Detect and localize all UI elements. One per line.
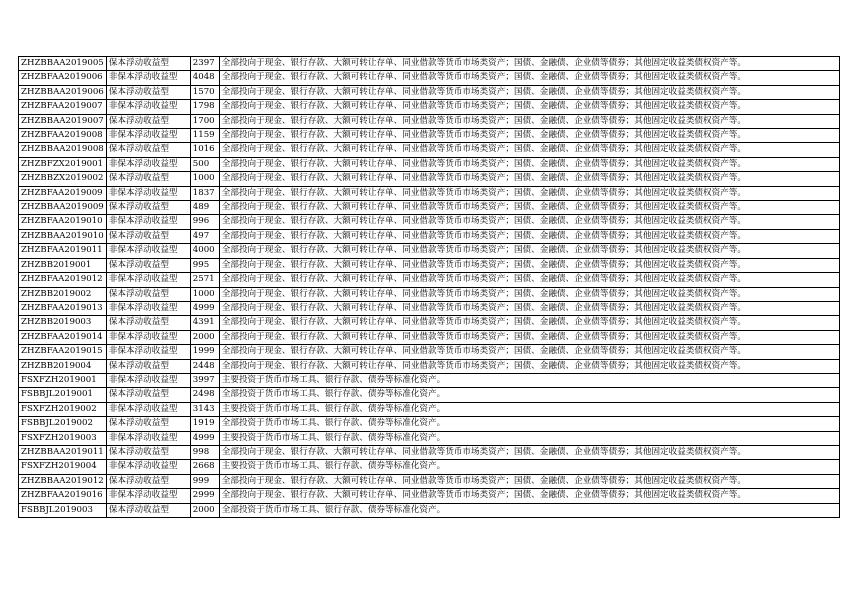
- investment-scope-cell: 全部投向于现金、银行存款、大额可转让存单、同业借款等货币市场类资产；国债、金融债、企业债等债券；其他固定收益类债权资产等。: [219, 273, 839, 287]
- product-code-cell: ZHZBBAA2019012: [19, 474, 107, 488]
- product-type-cell: 保本浮动收益型: [106, 445, 190, 459]
- product-type-cell: 非保本浮动收益型: [106, 489, 190, 503]
- amount-cell: 998: [190, 445, 219, 459]
- product-type-cell: 非保本浮动收益型: [106, 402, 190, 416]
- amount-cell: 2668: [190, 460, 219, 474]
- amount-cell: 4048: [190, 71, 219, 85]
- amount-cell: 1570: [190, 85, 219, 99]
- amount-cell: 3143: [190, 402, 219, 416]
- table-row: [19, 229, 840, 243]
- product-code-cell: ZHZBFAA2019012: [19, 273, 107, 287]
- product-type-cell: 非保本浮动收益型: [106, 273, 190, 287]
- table-row: [19, 85, 840, 99]
- product-code-cell: ZHZBB2019001: [19, 258, 107, 272]
- product-code-cell: FSXFZH2019004: [19, 460, 107, 474]
- investment-scope-cell: 全部投资于货币市场工具、银行存款、债券等标准化资产。: [219, 503, 839, 517]
- product-code-cell: ZHZBBZX2019002: [19, 172, 107, 186]
- product-type-cell: 非保本浮动收益型: [106, 129, 190, 143]
- investment-scope-cell: 全部投向于现金、银行存款、大额可转让存单、同业借款等货币市场类资产；国债、金融债、企业债等债券；其他固定收益类债权资产等。: [219, 330, 839, 344]
- product-type-cell: 非保本浮动收益型: [106, 330, 190, 344]
- table-row: [19, 100, 840, 114]
- table-row: [19, 186, 840, 200]
- product-type-cell: 保本浮动收益型: [106, 503, 190, 517]
- product-code-cell: ZHZBFAA2019006: [19, 71, 107, 85]
- amount-cell: 489: [190, 201, 219, 215]
- product-code-cell: FSBBJL2019002: [19, 417, 107, 431]
- product-type-cell: 非保本浮动收益型: [106, 431, 190, 445]
- investment-scope-cell: 全部投向于现金、银行存款、大额可转让存单、同业借款等货币市场类资产；国债、金融债、企业债等债券；其他固定收益类债权资产等。: [219, 316, 839, 330]
- product-type-cell: 非保本浮动收益型: [106, 186, 190, 200]
- table-row: [19, 157, 840, 171]
- table-row: [19, 345, 840, 359]
- investment-scope-cell: 全部投资于货币市场工具、银行存款、债券等标准化资产。: [219, 388, 839, 402]
- product-code-cell: ZHZBBAA2019009: [19, 201, 107, 215]
- product-type-cell: 保本浮动收益型: [106, 258, 190, 272]
- product-type-cell: 非保本浮动收益型: [106, 215, 190, 229]
- table-row: [19, 489, 840, 503]
- investment-scope-cell: 全部投向于现金、银行存款、大额可转让存单、同业借款等货币市场类资产；国债、金融债、企业债等债券；其他固定收益类债权资产等。: [219, 215, 839, 229]
- product-type-cell: 非保本浮动收益型: [106, 345, 190, 359]
- table-row: [19, 402, 840, 416]
- product-type-cell: 保本浮动收益型: [106, 114, 190, 128]
- product-table-body: [19, 57, 840, 518]
- product-code-cell: ZHZBBAA2019007: [19, 114, 107, 128]
- product-code-cell: FSBBJL2019001: [19, 388, 107, 402]
- table-row: [19, 258, 840, 272]
- investment-scope-cell: 全部投向于现金、银行存款、大额可转让存单、同业借款等货币市场类资产；国债、金融债、企业债等债券；其他固定收益类债权资产等。: [219, 201, 839, 215]
- amount-cell: 3997: [190, 373, 219, 387]
- product-type-cell: 保本浮动收益型: [106, 388, 190, 402]
- amount-cell: 999: [190, 474, 219, 488]
- investment-scope-cell: 全部投向于现金、银行存款、大额可转让存单、同业借款等货币市场类资产；国债、金融债、企业债等债券；其他固定收益类债权资产等。: [219, 143, 839, 157]
- product-table: [18, 56, 840, 518]
- table-row: [19, 388, 840, 402]
- amount-cell: 1837: [190, 186, 219, 200]
- investment-scope-cell: 全部投向于现金、银行存款、大额可转让存单、同业借款等货币市场类资产；国债、金融债、企业债等债券；其他固定收益类债权资产等。: [219, 129, 839, 143]
- table-row: [19, 201, 840, 215]
- amount-cell: 1000: [190, 172, 219, 186]
- table-row: [19, 373, 840, 387]
- investment-scope-cell: 全部投向于现金、银行存款、大额可转让存单、同业借款等货币市场类资产；国债、金融债、企业债等债券；其他固定收益类债权资产等。: [219, 114, 839, 128]
- amount-cell: 2999: [190, 489, 219, 503]
- product-code-cell: ZHZBB2019004: [19, 359, 107, 373]
- table-row: [19, 143, 840, 157]
- investment-scope-cell: 全部投向于现金、银行存款、大额可转让存单、同业借款等货币市场类资产；国债、金融债、企业债等债券；其他固定收益类债权资产等。: [219, 157, 839, 171]
- table-row: [19, 57, 840, 71]
- investment-scope-cell: 全部投向于现金、银行存款、大额可转让存单、同业借款等货币市场类资产；国债、金融债、企业债等债券；其他固定收益类债权资产等。: [219, 301, 839, 315]
- investment-scope-cell: 全部投向于现金、银行存款、大额可转让存单、同业借款等货币市场类资产；国债、金融债、企业债等债券；其他固定收益类债权资产等。: [219, 244, 839, 258]
- amount-cell: 2571: [190, 273, 219, 287]
- amount-cell: 2000: [190, 503, 219, 517]
- amount-cell: 1798: [190, 100, 219, 114]
- product-code-cell: ZHZBB2019003: [19, 316, 107, 330]
- product-code-cell: ZHZBBAA2019008: [19, 143, 107, 157]
- amount-cell: 1700: [190, 114, 219, 128]
- amount-cell: 1999: [190, 345, 219, 359]
- amount-cell: 995: [190, 258, 219, 272]
- product-type-cell: 非保本浮动收益型: [106, 100, 190, 114]
- table-row: [19, 301, 840, 315]
- table-row: [19, 445, 840, 459]
- product-type-cell: 保本浮动收益型: [106, 85, 190, 99]
- product-code-cell: ZHZBFAA2019013: [19, 301, 107, 315]
- investment-scope-cell: 全部投向于现金、银行存款、大额可转让存单、同业借款等货币市场类资产；国债、金融债、企业债等债券；其他固定收益类债权资产等。: [219, 258, 839, 272]
- investment-scope-cell: 全部投向于现金、银行存款、大额可转让存单、同业借款等货币市场类资产；国债、金融债、企业债等债券；其他固定收益类债权资产等。: [219, 229, 839, 243]
- table-row: [19, 129, 840, 143]
- amount-cell: 4999: [190, 431, 219, 445]
- investment-scope-cell: 全部投向于现金、银行存款、大额可转让存单、同业借款等货币市场类资产；国债、金融债、企业债等债券；其他固定收益类债权资产等。: [219, 359, 839, 373]
- amount-cell: 1000: [190, 287, 219, 301]
- amount-cell: 4000: [190, 244, 219, 258]
- product-type-cell: 保本浮动收益型: [106, 417, 190, 431]
- table-row: [19, 273, 840, 287]
- investment-scope-cell: 全部投向于现金、银行存款、大额可转让存单、同业借款等货币市场类资产；国债、金融债、企业债等债券；其他固定收益类债权资产等。: [219, 474, 839, 488]
- investment-scope-cell: 主要投资于货币市场工具、银行存款、债券等标准化资产。: [219, 373, 839, 387]
- product-type-cell: 保本浮动收益型: [106, 287, 190, 301]
- investment-scope-cell: 全部投向于现金、银行存款、大额可转让存单、同业借款等货币市场类资产；国债、金融债、企业债等债券；其他固定收益类债权资产等。: [219, 57, 839, 71]
- table-row: [19, 71, 840, 85]
- investment-scope-cell: 全部投向于现金、银行存款、大额可转让存单、同业借款等货币市场类资产；国债、金融债、企业债等债券；其他固定收益类债权资产等。: [219, 345, 839, 359]
- investment-scope-cell: 全部投向于现金、银行存款、大额可转让存单、同业借款等货币市场类资产；国债、金融债、企业债等债券；其他固定收益类债权资产等。: [219, 172, 839, 186]
- table-row: [19, 330, 840, 344]
- table-row: [19, 503, 840, 517]
- product-type-cell: 保本浮动收益型: [106, 229, 190, 243]
- table-row: [19, 316, 840, 330]
- amount-cell: 2397: [190, 57, 219, 71]
- product-code-cell: ZHZBFAA2019010: [19, 215, 107, 229]
- amount-cell: 996: [190, 215, 219, 229]
- table-row: [19, 474, 840, 488]
- product-code-cell: ZHZBBAA2019011: [19, 445, 107, 459]
- product-type-cell: 保本浮动收益型: [106, 316, 190, 330]
- product-type-cell: 保本浮动收益型: [106, 201, 190, 215]
- amount-cell: 1919: [190, 417, 219, 431]
- product-code-cell: ZHZBFAA2019008: [19, 129, 107, 143]
- product-code-cell: ZHZBFAA2019007: [19, 100, 107, 114]
- amount-cell: 1016: [190, 143, 219, 157]
- product-code-cell: ZHZBBAA2019006: [19, 85, 107, 99]
- investment-scope-cell: 全部投向于现金、银行存款、大额可转让存单、同业借款等货币市场类资产；国债、金融债、企业债等债券；其他固定收益类债权资产等。: [219, 100, 839, 114]
- investment-scope-cell: 全部投向于现金、银行存款、大额可转让存单、同业借款等货币市场类资产；国债、金融债、企业债等债券；其他固定收益类债权资产等。: [219, 287, 839, 301]
- amount-cell: 2448: [190, 359, 219, 373]
- product-type-cell: 非保本浮动收益型: [106, 460, 190, 474]
- product-code-cell: FSXFZH2019003: [19, 431, 107, 445]
- table-row: [19, 460, 840, 474]
- product-type-cell: 非保本浮动收益型: [106, 71, 190, 85]
- product-type-cell: 保本浮动收益型: [106, 143, 190, 157]
- investment-scope-cell: 全部投向于现金、银行存款、大额可转让存单、同业借款等货币市场类资产；国债、金融债、企业债等债券；其他固定收益类债权资产等。: [219, 186, 839, 200]
- product-code-cell: ZHZBFAA2019009: [19, 186, 107, 200]
- product-type-cell: 保本浮动收益型: [106, 359, 190, 373]
- investment-scope-cell: 全部投向于现金、银行存款、大额可转让存单、同业借款等货币市场类资产；国债、金融债、企业债等债券；其他固定收益类债权资产等。: [219, 445, 839, 459]
- product-code-cell: ZHZBFAA2019015: [19, 345, 107, 359]
- amount-cell: 2498: [190, 388, 219, 402]
- product-code-cell: ZHZBFAA2019016: [19, 489, 107, 503]
- investment-scope-cell: 全部投向于现金、银行存款、大额可转让存单、同业借款等货币市场类资产；国债、金融债、企业债等债券；其他固定收益类债权资产等。: [219, 85, 839, 99]
- investment-scope-cell: 全部投资于货币市场工具、银行存款、债券等标准化资产。: [219, 417, 839, 431]
- investment-scope-cell: 主要投资于货币市场工具、银行存款、债券等标准化资产。: [219, 460, 839, 474]
- product-type-cell: 非保本浮动收益型: [106, 301, 190, 315]
- investment-scope-cell: 主要投资于货币市场工具、银行存款、债券等标准化资产。: [219, 431, 839, 445]
- table-row: [19, 431, 840, 445]
- investment-scope-cell: 主要投资于货币市场工具、银行存款、债券等标准化资产。: [219, 402, 839, 416]
- product-type-cell: 保本浮动收益型: [106, 474, 190, 488]
- amount-cell: 4999: [190, 301, 219, 315]
- product-code-cell: ZHZBFZX2019001: [19, 157, 107, 171]
- amount-cell: 2000: [190, 330, 219, 344]
- product-type-cell: 保本浮动收益型: [106, 172, 190, 186]
- product-code-cell: ZHZBFAA2019014: [19, 330, 107, 344]
- investment-scope-cell: 全部投向于现金、银行存款、大额可转让存单、同业借款等货币市场类资产；国债、金融债、企业债等债券；其他固定收益类债权资产等。: [219, 489, 839, 503]
- table-row: [19, 244, 840, 258]
- product-code-cell: ZHZBBAA2019005: [19, 57, 107, 71]
- table-row: [19, 287, 840, 301]
- product-code-cell: ZHZBBAA2019010: [19, 229, 107, 243]
- table-row: [19, 359, 840, 373]
- product-code-cell: FSXFZH2019002: [19, 402, 107, 416]
- product-code-cell: ZHZBFAA2019011: [19, 244, 107, 258]
- product-code-cell: FSBBJL2019003: [19, 503, 107, 517]
- product-type-cell: 非保本浮动收益型: [106, 157, 190, 171]
- product-type-cell: 非保本浮动收益型: [106, 373, 190, 387]
- amount-cell: 4391: [190, 316, 219, 330]
- amount-cell: 500: [190, 157, 219, 171]
- investment-scope-cell: 全部投向于现金、银行存款、大额可转让存单、同业借款等货币市场类资产；国债、金融债、企业债等债券；其他固定收益类债权资产等。: [219, 71, 839, 85]
- table-row: [19, 172, 840, 186]
- product-type-cell: 保本浮动收益型: [106, 57, 190, 71]
- product-code-cell: FSXFZH2019001: [19, 373, 107, 387]
- product-type-cell: 非保本浮动收益型: [106, 244, 190, 258]
- product-code-cell: ZHZBB2019002: [19, 287, 107, 301]
- table-row: [19, 215, 840, 229]
- table-row: [19, 417, 840, 431]
- amount-cell: 1159: [190, 129, 219, 143]
- table-row: [19, 114, 840, 128]
- amount-cell: 497: [190, 229, 219, 243]
